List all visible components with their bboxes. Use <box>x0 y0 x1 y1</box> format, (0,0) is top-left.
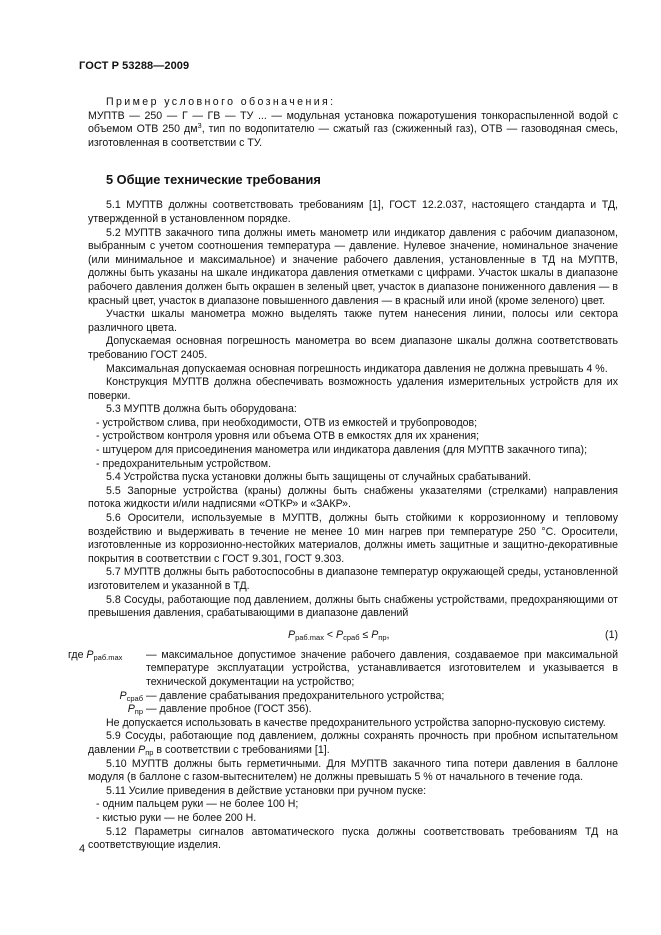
page-body <box>68 96 618 853</box>
formula-subscript: пр <box>378 632 387 642</box>
paragraph-5-5: 5.5 Запорные устройства (краны) должны быть снабжены указателями (стрелками) направления потока жидкости и/или надписями «ОТКР» и «ЗАКР». <box>88 484 618 511</box>
where-lead: где <box>68 648 84 661</box>
paragraph-5-10: 5.10 МУПТВ должны быть герметичными. Для МУПТВ закачного типа потери давления в баллоне модуля (в баллоне с газом-вытеснителем) не должны превышать 5 % от начального в течение года. <box>88 757 618 784</box>
paragraph-5-2-manometer: Допускаемая основная погрешность манометра во всем диапазоне шкалы должна соответствовать требованию ГОСТ 2405. <box>88 335 618 361</box>
paragraph-5-8-note: Не допускается использовать в качестве предохранительного устройства запорно-пусковую систему. <box>106 716 606 729</box>
formula-operator: < <box>323 628 337 641</box>
paragraph-5-9-part1: 5.9 Сосуды, работающие под давлением, должны сохранять прочность при пробном испытательном давлении <box>88 730 618 756</box>
where-sym: P <box>119 689 127 702</box>
where-description: — максимальное допустимое значение рабочего давления, создаваемое при максимальной температуре эксплуатации устройства, устанавливается изготовителем и указывается в технической документации на устройство; <box>146 648 618 688</box>
paragraph-5-8: 5.8 Сосуды, работающие под давлением, должны быть снабжены устройствами, предохраняющими от превышения давления, срабатывающими в диапазоне давлений <box>88 593 618 620</box>
formula-symbol: P <box>288 628 296 641</box>
list-item: - устройством слива, при необходимости, ОТВ из емкостей и трубопроводов; <box>96 416 478 429</box>
where-subscript: раб.max <box>93 652 123 662</box>
section-title: 5 Общие технические требования <box>106 172 321 188</box>
formula-subscript: сраб <box>343 632 360 642</box>
paragraph-5-6: 5.6 Оросители, используемые в МУПТВ, должны быть стойкими к коррозионному и тепловому воздействию и выдерживать в течение не менее 10 мин нагрев при температуре 250 °С. Оросители, изготовленные из коррозионно-нестойких материалов, должны иметь защитные и защитно-декоративные покрытия в соответствии с ГОСТ 9.301, ГОСТ 9.303. <box>88 512 618 565</box>
paragraph-5-2: 5.2 МУПТВ закачного типа должны иметь манометр или индикатор давления с рабочим диапазоном, выбранным с учетом соотношения температура — давление. Нулевое значение, номинальное значение (или минимальное и максимальное) и значение рабочего давления, установленные в ТД на МУПТВ, должны быть указаны на шкале индикатора давления отметками с цифрами. Участок шкалы в диапазоне рабочего давления должен быть окрашен в зеленый цвет, участок в диапазоне пониженного давления — в красный цвет, участок в диапазоне повышенного давления — в красный или иной (кроме зеленого) цвет. <box>88 226 618 307</box>
list-item: - одним пальцем руки — не более 100 Н; <box>96 798 299 811</box>
paragraph-5-9-part2: в соответствии с требованиями [1]. <box>153 743 330 756</box>
where-symbol <box>88 690 143 704</box>
formula-expression <box>288 629 389 643</box>
formula-symbol: P <box>371 628 379 641</box>
list-item: - устройством контроля уровня или объема ОТВ в емкостях для их хранения; <box>96 430 480 443</box>
where-row <box>68 648 618 690</box>
example-text-part2: , тип по водопитателю — сжатый газ (сжиженный газ), ОТВ — газоводяная смесь, изготовленная в соответствии с ТУ. <box>88 123 618 149</box>
where-row <box>88 690 618 704</box>
paragraph-5-2-scale: Участки шкалы манометра можно выделять также путем нанесения линии, полосы или сектора различного цвета. <box>88 308 618 334</box>
paragraph-5-2-indicator: Максимальная допускаемая основная погрешность индикатора давления не должна превышать 4 %. <box>106 362 608 375</box>
paragraph-5-12: 5.12 Параметры сигналов автоматического пуска должны соответствовать требованиям ТД на соответствующие изделия. <box>88 825 618 852</box>
page-number: 4 <box>79 843 86 855</box>
list-item: - кистью руки — не более 200 Н. <box>96 811 257 824</box>
example-text <box>88 110 618 151</box>
formula-number: (1) <box>605 628 618 641</box>
where-description: — давление срабатывания предохранительного устройства; <box>146 689 445 702</box>
where-sym: P <box>127 703 135 716</box>
paragraph-5-4: 5.4 Устройства пуска установки должны быть защищены от случайных срабатываний. <box>106 471 532 484</box>
list-item: - штуцером для присоединения манометра или индикатора давления (для МУПТВ закачного типа); <box>96 444 588 457</box>
where-subscript: сраб <box>126 693 143 703</box>
list-item: - предохранительным устройством. <box>96 457 272 470</box>
paragraph-5-3: 5.3 МУПТВ должна быть оборудована: <box>106 403 297 416</box>
paragraph-5-9-symbol: P <box>138 743 146 756</box>
paragraph-5-1: 5.1 МУПТВ должны соответствовать требованиям [1], ГОСТ 12.2.037, настоящего стандарта и ТД, утвержденной в установленном порядке. <box>88 199 618 225</box>
example-superscript: 3 <box>197 121 202 131</box>
example-text-part1: МУПТВ — 250 — Г — ГВ — ТУ ... — модульная установка пожаротушения тонкораспыленной водой с объемом ОТВ 250 дм <box>88 109 618 136</box>
where-description: — давление пробное (ГОСТ 356). <box>146 703 312 716</box>
formula-1 <box>88 625 618 647</box>
paragraph-5-11: 5.11 Усилие приведения в действие установки при ручном пуске: <box>106 784 427 797</box>
formula-symbol: P <box>336 628 344 641</box>
document-header-code: ГОСТ Р 53288—2009 <box>79 60 190 72</box>
paragraph-5-9-subscript: пр <box>145 747 154 757</box>
formula-operator: ≤ <box>359 628 372 641</box>
where-subscript: пр <box>134 707 143 717</box>
formula-punctuation: , <box>386 628 390 641</box>
where-symbol <box>68 649 143 690</box>
paragraph-5-9 <box>88 730 618 757</box>
paragraph-5-2-design: Конструкция МУПТВ должна обеспечивать возможность удаления измерительных устройств для их поверки. <box>88 376 618 402</box>
paragraph-5-7: 5.7 МУПТВ должны быть работоспособны в диапазоне температур окружающей среды, установленной изготовителем и указанной в ТД. <box>88 566 618 592</box>
where-row <box>88 703 618 717</box>
formula-subscript: раб.max <box>295 632 324 642</box>
where-symbol <box>88 703 143 717</box>
where-sym: P <box>86 648 94 661</box>
example-title: Пример условного обозначения: <box>106 96 336 108</box>
